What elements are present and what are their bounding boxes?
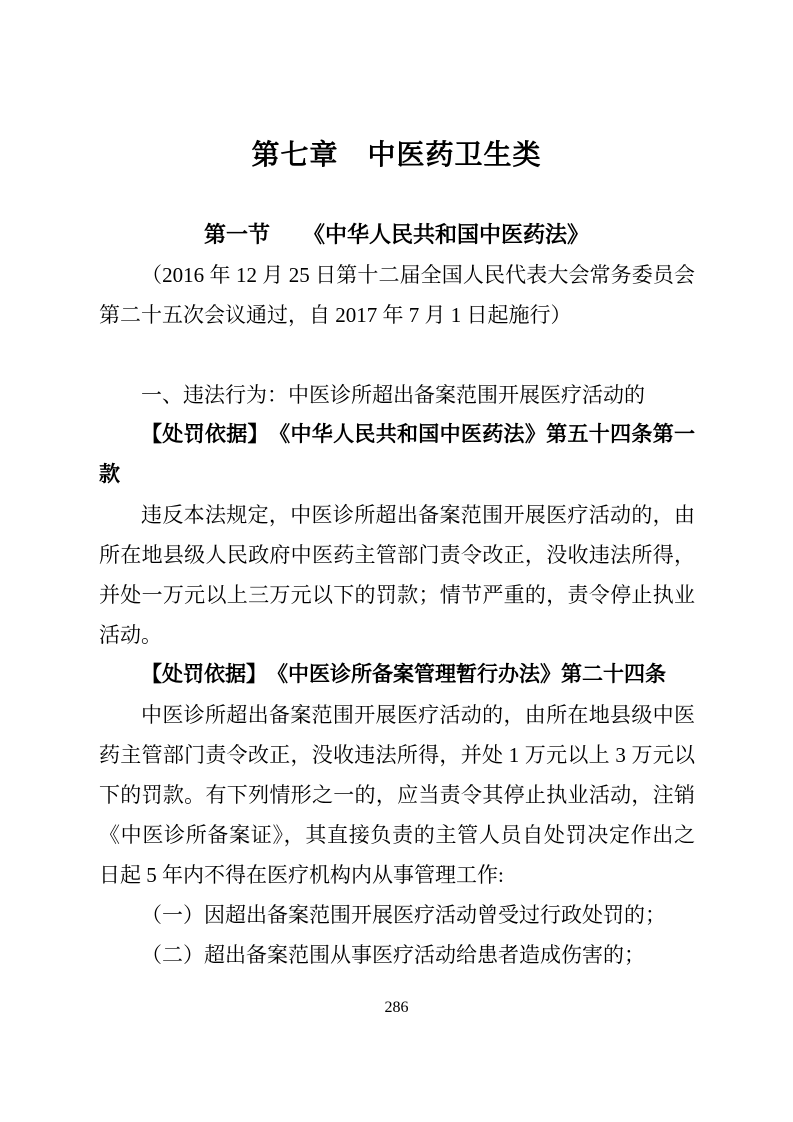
clause-item-2: （二）超出备案范围从事医疗活动给患者造成伤害的； (141, 943, 645, 967)
penalty-basis-body-1: 违反本法规定，中医诊所超出备案范围开展医疗活动的，由所在地县级人民政府中医药主管部门责令改正，没收违法所得，并处一万元以上三万元以下的罚款；情节严重的，责令停止执业活动。 (99, 503, 695, 647)
penalty-basis-heading-1: 【处罚依据】 《中华人民共和国中医药法》第五十四条第一款 (99, 423, 695, 486)
document-body (99, 255, 695, 975)
enactment-note: （2016 年 12 月 25 日第十二届全国人民代表大会常务委员会第二十五次会议通过，自 2017 年 7 月 1 日起施行） (99, 263, 695, 327)
chapter-title: 第七章 中医药卫生类 (251, 140, 542, 171)
blank-line (99, 335, 695, 375)
clause-item-1: （一）因超出备案范围开展医疗活动曾受过行政处罚的； (141, 903, 666, 927)
violation-item-heading: 一、违法行为：中医诊所超出备案范围开展医疗活动的 (141, 383, 645, 407)
page-number: 286 (384, 999, 409, 1016)
section-title: 第一节 《中华人民共和国中医药法》 (203, 222, 589, 247)
penalty-basis-body-2: 中医诊所超出备案范围开展医疗活动的，由所在地县级中医药主管部门责令改正，没收违法所得，并处 1 万元以上 3 万元以下的罚款。有下列情形之一的，应当责令其停止执业活动，注销《中医诊所备案证》，其直接负责的主管人员自处罚决定作出之日起 5 年内不得在医疗机构内从事管理工作: (99, 703, 695, 887)
penalty-basis-heading-2: 【处罚依据】 《中医诊所备案管理暂行办法》第二十四条 (141, 663, 666, 686)
